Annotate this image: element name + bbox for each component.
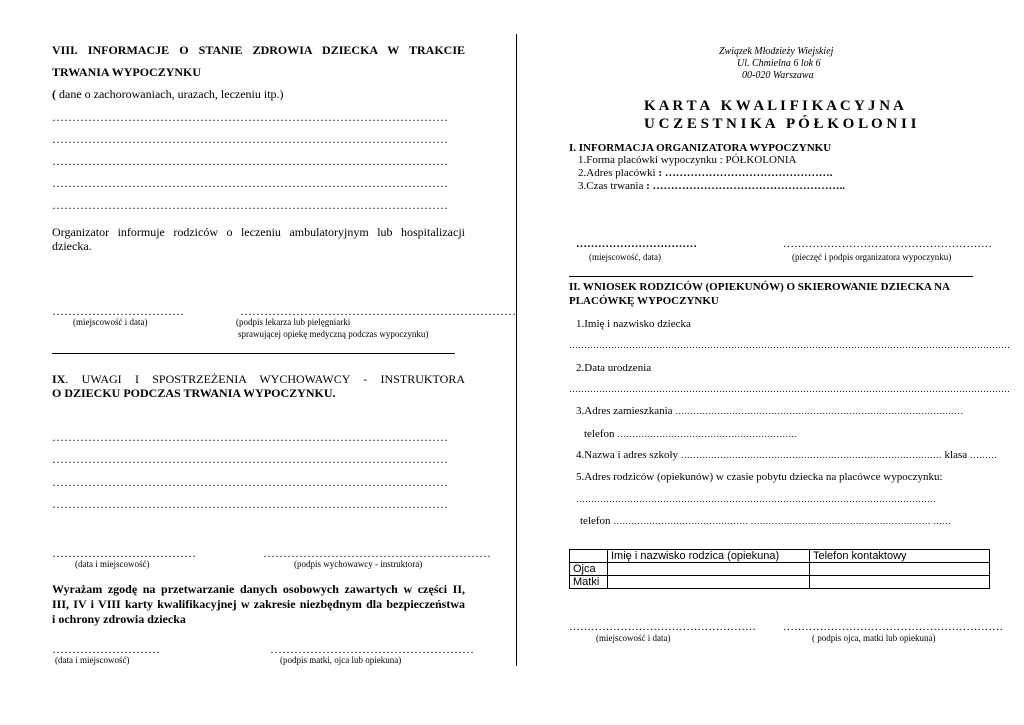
parents-contact-table xyxy=(569,549,990,589)
table-cell xyxy=(810,563,990,576)
school-label: 4.Nazwa i adres szkoły …………………………………………………………………………… klasa ……… xyxy=(576,449,997,461)
signature-dots: ……………………… xyxy=(52,642,160,656)
table-row xyxy=(570,563,990,576)
table-header-phone: Telefon kontaktowy xyxy=(810,550,990,563)
signature-caption: (miejscowość, data) xyxy=(589,252,661,262)
parents-phone-label: telefon ……………………………………… …………………………………………………… …… xyxy=(580,515,951,527)
organization-street: Ul. Chmielna 6 lok 6 xyxy=(737,58,821,69)
organizer-info-line1: Organizator informuje rodziców o leczeniu ambulatoryjnym lub hospitalizacji xyxy=(52,225,465,239)
signature-dots: …………………………………………… xyxy=(569,621,756,633)
signature-dots: …………………………………………………………… xyxy=(240,304,516,318)
section-1-title: I. INFORMACJA ORGANIZATORA WYPOCZYNKU xyxy=(569,142,832,154)
birth-date-line: ………………………………………………………………………………………………………………………………… xyxy=(569,384,1010,394)
signature-caption: (podpis matki, ojca lub opiekuna) xyxy=(280,655,402,665)
page-divider xyxy=(516,34,517,666)
remarks-line: ……………………………………………………………………………………… xyxy=(52,430,448,444)
signature-caption: (pieczęć i podpis organizatora wypoczynku) xyxy=(792,252,952,262)
child-name-line: ………………………………………………………………………………………………………………………………… xyxy=(569,340,1010,350)
table-row xyxy=(570,576,990,589)
signature-dots: …………………………………………… xyxy=(270,642,474,656)
signature-dots: …………………………………………………… xyxy=(783,621,1003,633)
section-9-title-line1: IX. UWAGI I SPOSTRZEŻENIA WYCHOWAWCY - INSTRUKTORA xyxy=(52,372,465,386)
document-title-line2: U C Z E S T N I K A P Ó Ł K O L O N I I xyxy=(644,116,917,132)
signature-caption: (data i miejscowość) xyxy=(75,559,150,569)
signature-dots: ……………………………… xyxy=(52,546,196,560)
remarks-line: ……………………………………………………………………………………… xyxy=(52,497,448,511)
table-header-name: Imię i nazwisko rodzica (opiekuna) xyxy=(608,550,810,563)
section-9-title-line2: O DZIECKU PODCZAS TRWANIA WYPOCZYNKU. xyxy=(52,386,336,400)
organization-city: 00-020 Warszawa xyxy=(742,70,814,81)
consent-line2: III, IV i VIII karty kwalifikacyjnej w zakresie niezbędnym dla bezpieczeństwa xyxy=(52,597,465,611)
table-cell xyxy=(570,550,608,563)
signature-dots: ………………………………………………… xyxy=(263,546,491,560)
section-2-title-line2: PLACÓWKĘ WYPOCZYNKU xyxy=(569,295,719,307)
remarks-line: ……………………………………………………………………………………… xyxy=(52,452,448,466)
home-address-label: 3.Adres zamieszkania …………………………………………………………………………………… xyxy=(576,405,964,417)
section-8-title-line1: VIII. INFORMACJE O STANIE ZDROWIA DZIECKA W TRAKCIE xyxy=(52,43,465,57)
table-cell xyxy=(608,576,810,589)
section-2-title-line1: II. WNIOSEK RODZICÓW (OPIEKUNÓW) O SKIEROWANIE DZIECKA NA xyxy=(569,281,950,293)
parents-address-line: ………………………………………………………………………………………………………… xyxy=(576,494,936,504)
organization-name: Związek Młodzieży Wiejskiej xyxy=(719,46,834,57)
section-separator xyxy=(52,353,455,354)
stay-duration: 3.Czas trwania : …………………………………………….. xyxy=(578,180,846,192)
home-phone-label: telefon …………………………………………………… xyxy=(584,428,798,440)
signature-dots: …………………………… xyxy=(52,304,184,318)
health-info-line: ……………………………………………………………………………………… xyxy=(52,132,448,146)
health-info-line: ……………………………………………………………………………………… xyxy=(52,154,448,168)
table-row-label-father: Ojca xyxy=(570,563,608,576)
signature-caption: sprawującej opiekę medyczną podczas wypoczynku) xyxy=(238,329,429,339)
facility-address: 2.Adres placówki : ………………………………………. xyxy=(578,167,833,179)
consent-line1: Wyrażam zgodę na przetwarzanie danych osobowych zawartych w części II, xyxy=(52,582,465,596)
document-title-line1: K A R T A K W A L I F I K A C Y J N A xyxy=(644,98,904,114)
signature-dots: ………………………………………………… xyxy=(783,238,992,250)
table-cell xyxy=(608,563,810,576)
health-info-line: ……………………………………………………………………………………… xyxy=(52,176,448,190)
parents-address-label: 5.Adres rodziców (opiekunów) w czasie pobytu dziecka na placówce wypoczynku: xyxy=(576,471,943,483)
birth-date-label: 2.Data urodzenia xyxy=(576,362,652,374)
table-row xyxy=(570,550,990,563)
consent-line3: i ochrony zdrowia dziecka xyxy=(52,612,186,626)
signature-caption: ( podpis ojca, matki lub opiekuna) xyxy=(812,633,936,643)
section-separator xyxy=(569,276,973,277)
signature-dots: …………………………… xyxy=(576,238,697,250)
table-row-label-mother: Matki xyxy=(570,576,608,589)
health-info-line: ……………………………………………………………………………………… xyxy=(52,110,448,124)
remarks-line: ……………………………………………………………………………………… xyxy=(52,475,448,489)
signature-caption: (miejscowość i data) xyxy=(73,317,148,327)
child-name-label: 1.Imię i nazwisko dziecka xyxy=(576,318,691,330)
section-8-subtitle: ( dane o zachorowaniach, urazach, leczeniu itp.) xyxy=(52,87,284,101)
signature-caption: (miejscowość i data) xyxy=(596,633,671,643)
table-cell xyxy=(810,576,990,589)
organizer-info-line2: dziecka. xyxy=(52,239,92,253)
signature-caption: (podpis lekarza lub pielęgniarki xyxy=(236,317,351,327)
section-8-title-line2: TRWANIA WYPOCZYNKU xyxy=(52,65,202,79)
health-info-line: ……………………………………………………………………………………… xyxy=(52,198,448,212)
signature-caption: (data i miejscowość) xyxy=(55,655,130,665)
facility-form: 1.Forma placówki wypoczynku : PÓŁKOLONIA xyxy=(578,154,797,166)
signature-caption: (podpis wychowawcy - instruktora) xyxy=(294,559,423,569)
